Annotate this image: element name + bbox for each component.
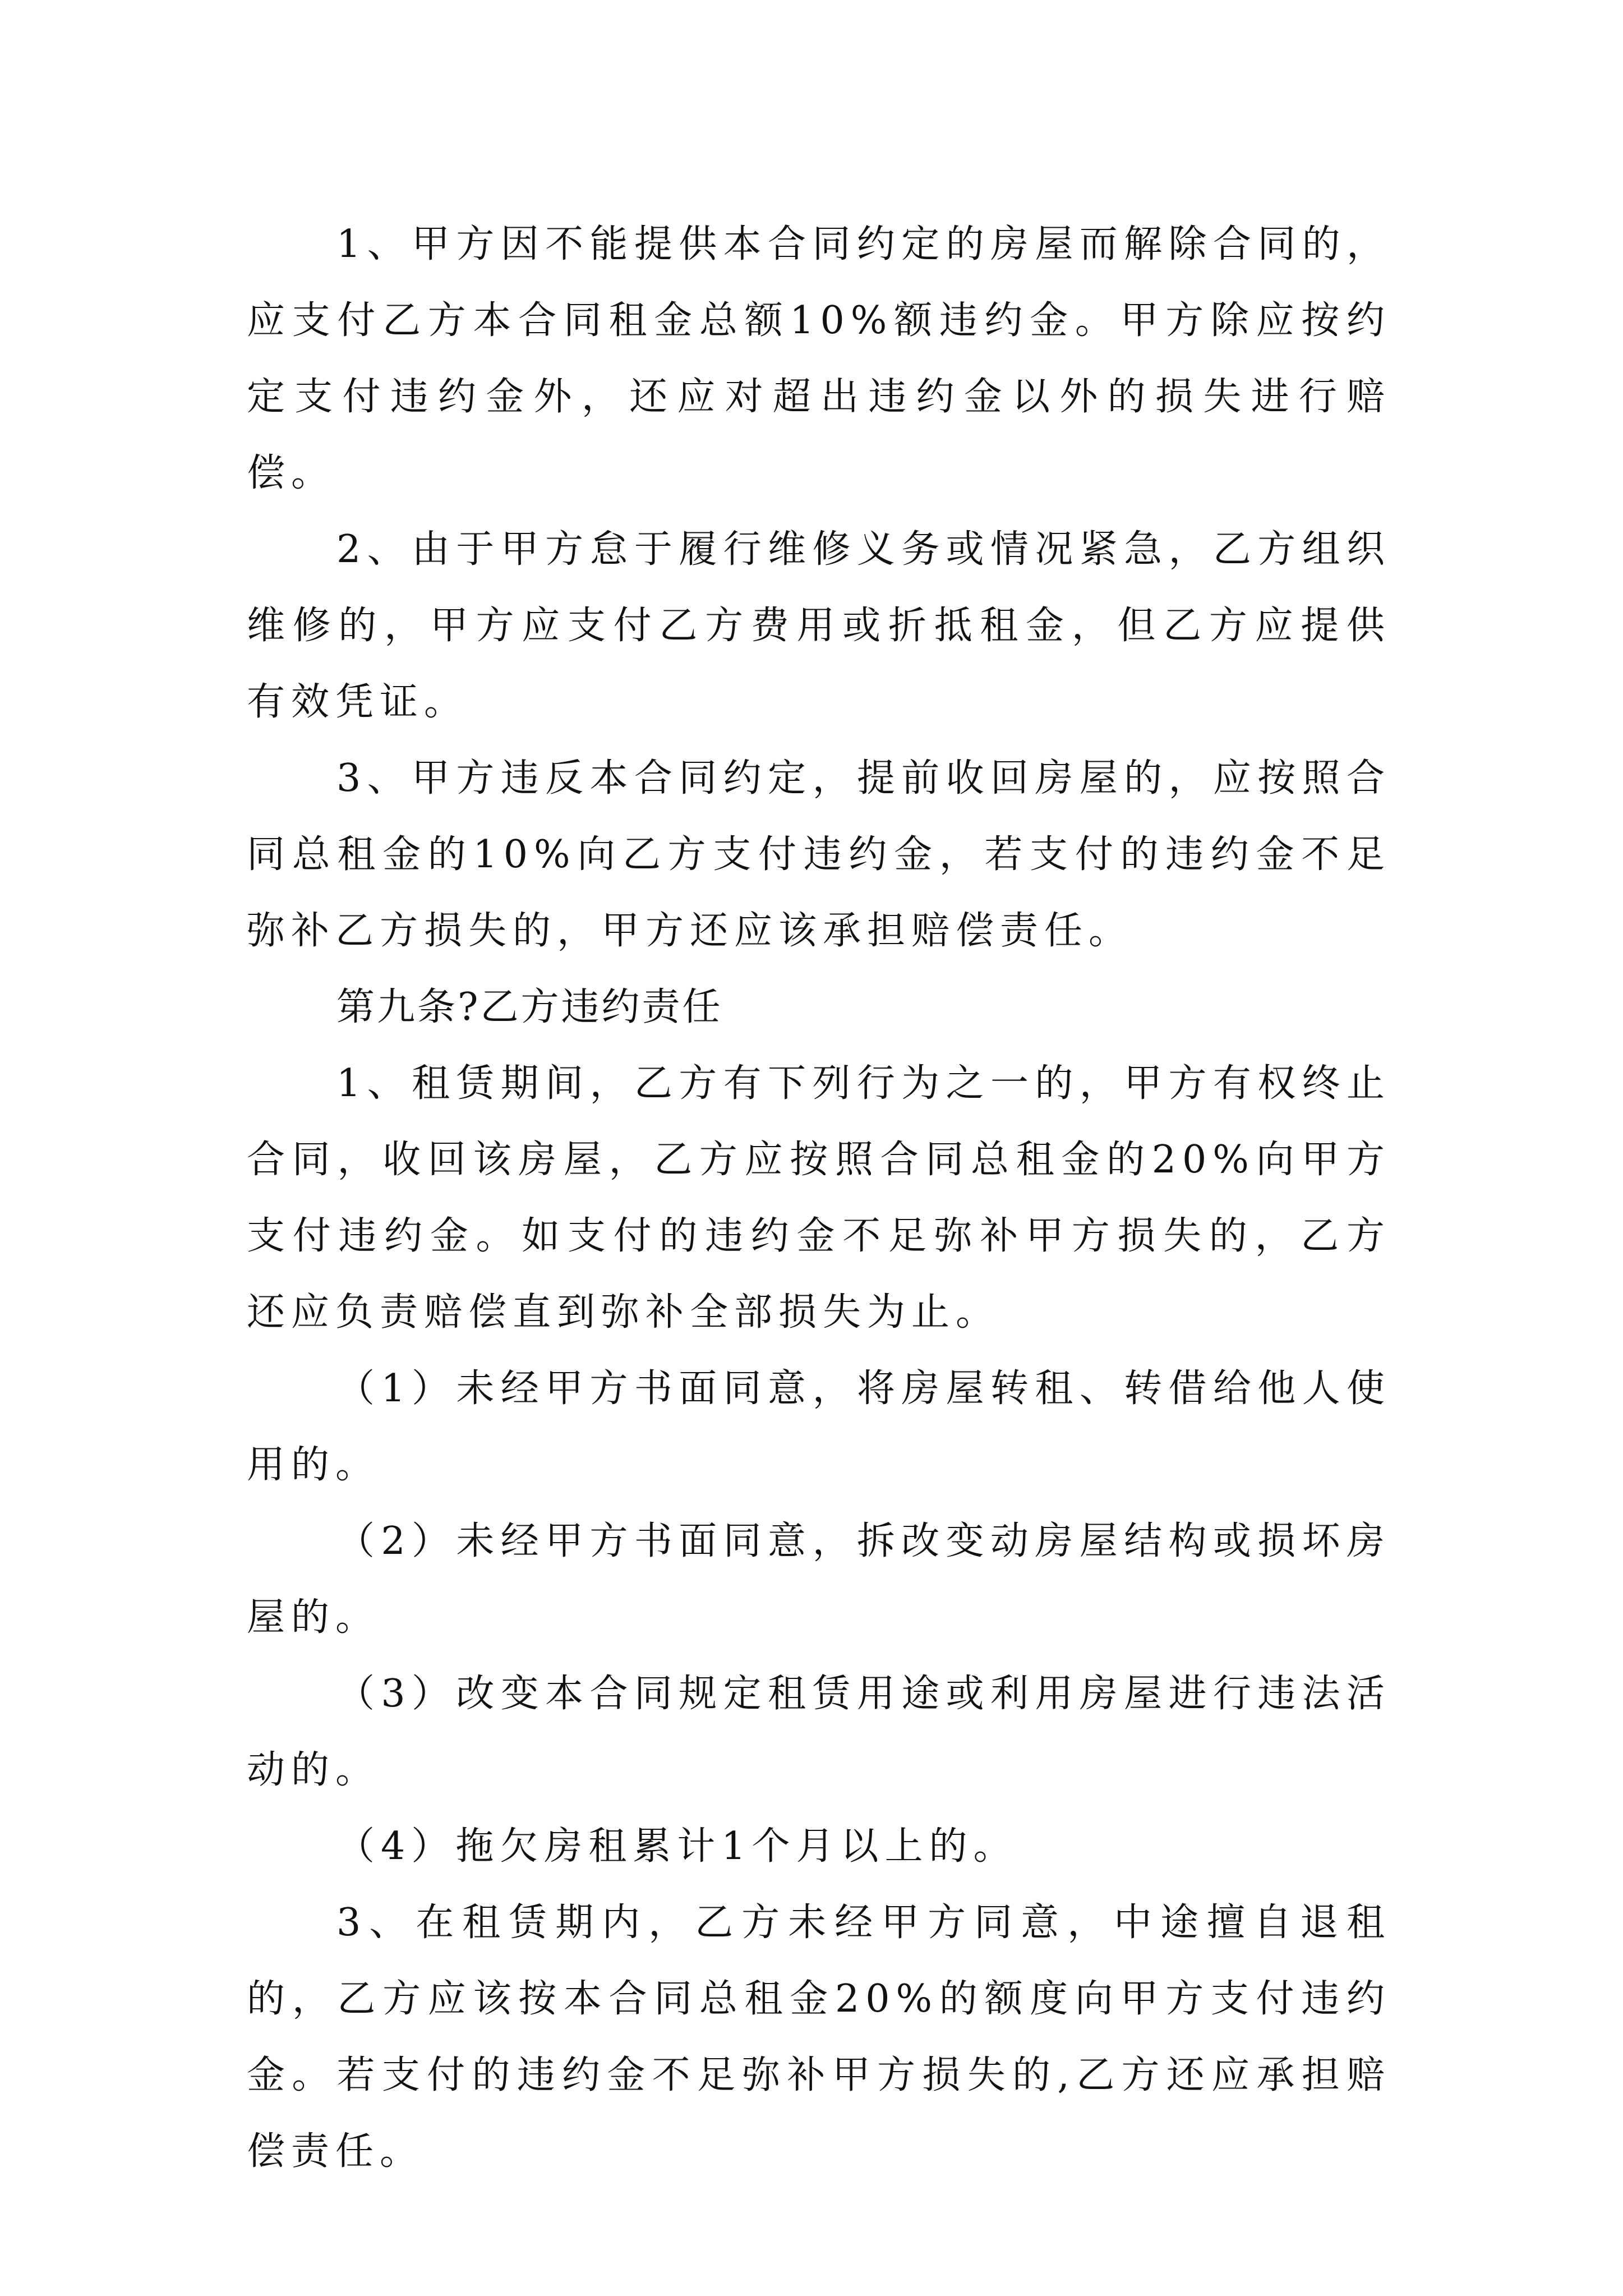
- paragraph-landlord-termination: 1、甲方因不能提供本合同约定的房屋而解除合同的，应支付乙方本合同租金总额10%额违约金。甲方除应按约定支付违约金外，还应对超出违约金以外的损失进行赔偿。: [247, 222, 1391, 495]
- section-heading-article-9: 第九条?乙方违约责任: [336, 985, 723, 1029]
- paragraph-early-termination: 3、在租赁期内，乙方未经甲方同意，中途擅自退租的，乙方应该按本合同总租金20%的额度向甲方支付违约金。若支付的违约金不足弥补甲方损失的,乙方还应承担赔偿责任。: [247, 1901, 1391, 2174]
- list-item-change-use: （3）改变本合同规定租赁用途或利用房屋进行违法活动的。: [247, 1672, 1391, 1792]
- list-item-alter-structure: （2）未经甲方书面同意，拆改变动房屋结构或损坏房屋的。: [247, 1519, 1391, 1640]
- list-item-rent-arrears: （4）拖欠房租累计1个月以上的。: [336, 1824, 1018, 1869]
- document-body: [247, 206, 1391, 2190]
- paragraph-tenant-breach: 1、租赁期间，乙方有下列行为之一的，甲方有权终止合同，收回该房屋，乙方应按照合同总租金的20%向甲方支付违约金。如支付的违约金不足弥补甲方损失的，乙方还应负责赔偿直到弥补全部损失为止。: [247, 1061, 1391, 1335]
- list-item-sublet: （1）未经甲方书面同意，将房屋转租、转借给他人使用的。: [247, 1366, 1391, 1487]
- paragraph-landlord-repair: 2、由于甲方怠于履行维修义务或情况紧急，乙方组织维修的，甲方应支付乙方费用或折抵租金，但乙方应提供有效凭证。: [247, 527, 1391, 724]
- paragraph-landlord-early-recovery: 3、甲方违反本合同约定，提前收回房屋的，应按照合同总租金的10%向乙方支付违约金，若支付的违约金不足弥补乙方损失的，甲方还应该承担赔偿责任。: [247, 756, 1391, 953]
